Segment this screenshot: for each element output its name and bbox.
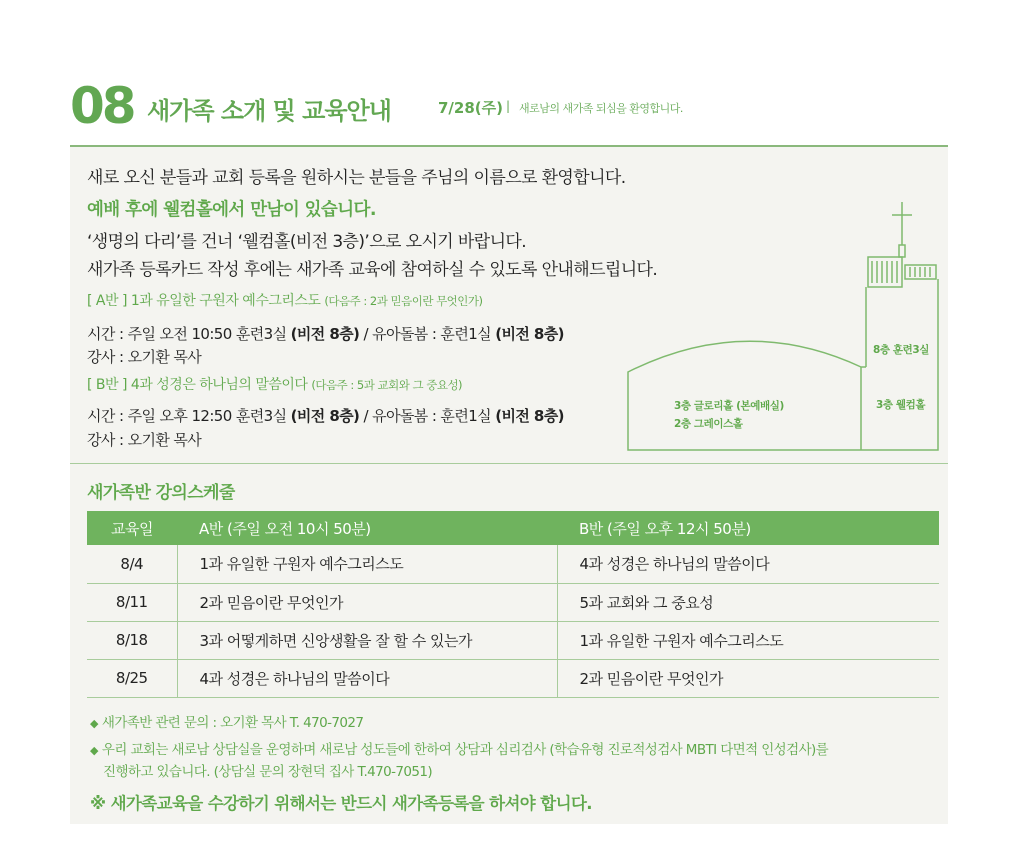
header-class-a: A반 (주일 오전 10시 50분) <box>177 511 557 545</box>
class-a-time-text: 시간 : 주일 오전 10:50 훈련3실 <box>87 325 291 343</box>
table-row <box>87 621 939 659</box>
class-a-teacher: 강사 : 오기환 목사 <box>87 348 202 366</box>
cell-class-b: 2과 믿음이란 무엇인가 <box>557 659 939 697</box>
section-divider <box>70 463 948 464</box>
header-date: 교육일 <box>87 511 177 545</box>
cell-class-a: 4과 성경은 하나님의 말씀이다 <box>177 659 557 697</box>
class-b-time <box>87 405 564 426</box>
note-counseling <box>90 738 828 758</box>
class-a-time <box>87 323 564 344</box>
cell-date: 8/4 <box>87 545 177 583</box>
note-counseling-text: 우리 교회는 새로남 상담실을 운영하며 새로남 성도들에 한하여 상담과 심리검사 (학습유형 진로적성검사 MBTI 다면적 인성검사)를 <box>101 742 829 758</box>
class-b-next: (다음주 : 5과 교회와 그 중요성) <box>311 378 463 392</box>
cell-date: 8/18 <box>87 621 177 659</box>
class-a-next: (다음주 : 2과 믿음이란 무엇인가) <box>324 294 483 308</box>
schedule-table <box>87 511 939 698</box>
cell-class-a: 3과 어떻게하면 신앙생활을 잘 할 수 있는가 <box>177 621 557 659</box>
class-b-title: [ B반 ] 4과 성경은 하나님의 말씀이다 <box>87 377 308 393</box>
section-header <box>70 78 950 138</box>
schedule-title: 새가족반 강의스케줄 <box>87 483 235 503</box>
class-a-title: [ A반 ] 1과 유일한 구원자 예수그리스도 <box>87 293 321 309</box>
class-a-location: (비전 8층) <box>290 325 360 343</box>
class-b-time-text: 시간 : 주일 오후 12:50 훈련3실 <box>87 407 291 425</box>
header-separator: | <box>506 99 511 113</box>
class-a-childcare: / 유아돌봄 : 훈련1실 <box>359 325 496 343</box>
intro-line-highlight: 예배 후에 웰컴홀에서 만남이 있습니다. <box>87 200 376 220</box>
cell-class-b: 5과 교회와 그 중요성 <box>557 583 939 621</box>
label-3f-welcome-hall: 3층 웰컴홀 <box>876 399 926 411</box>
church-building-illustration <box>625 195 945 455</box>
table-row <box>87 545 939 583</box>
cell-class-b: 4과 성경은 하나님의 말씀이다 <box>557 545 939 583</box>
class-b-childcare-location: (비전 8층) <box>495 407 564 425</box>
header-class-b: B반 (주일 오후 12시 50분) <box>557 511 939 545</box>
registration-warning: ※ 새가족교육을 수강하기 위해서는 반드시 새가족등록을 하셔야 합니다. <box>90 794 592 813</box>
section-title: 새가족 소개 및 교육안내 <box>147 97 391 125</box>
class-b-childcare: / 유아돌봄 : 훈련1실 <box>359 407 496 425</box>
table-row <box>87 583 939 621</box>
section-subtitle: 새로남의 새가족 되심을 환영합니다. <box>519 102 683 115</box>
table-row <box>87 659 939 697</box>
cell-class-a: 2과 믿음이란 무엇인가 <box>177 583 557 621</box>
diamond-bullet-icon: ◆ <box>90 744 98 757</box>
intro-line-3: ‘생명의 다리’를 건너 ‘웰컴홀(비전 3층)’으로 오시기 바랍니다. <box>87 232 527 252</box>
section-number: 08 <box>70 77 134 135</box>
intro-line-1: 새로 오신 분들과 교회 등록을 원하시는 분들을 주님의 이름으로 환영합니다. <box>87 168 626 188</box>
diamond-bullet-icon: ◆ <box>90 717 98 730</box>
label-3f-glory-hall: 3층 글로리홀 (본예배실) <box>674 400 784 412</box>
class-b-location: (비전 8층) <box>290 407 360 425</box>
cell-class-b: 1과 유일한 구원자 예수그리스도 <box>557 621 939 659</box>
note-counseling-cont: 진행하고 있습니다. (상담실 문의 장현덕 집사 T.470-7051) <box>103 764 433 780</box>
note-contact <box>90 711 363 731</box>
note-contact-text: 새가족반 관련 문의 : 오기환 목사 T. 470-7027 <box>101 715 364 731</box>
cell-date: 8/25 <box>87 659 177 697</box>
class-b-heading <box>87 374 462 394</box>
section-date: 7/28(주) <box>438 99 503 117</box>
schedule-header-row <box>87 511 939 545</box>
class-a-heading <box>87 290 483 310</box>
label-8f-training3: 8층 훈련3실 <box>873 344 930 356</box>
intro-line-4: 새가족 등록카드 작성 후에는 새가족 교육에 참여하실 수 있도록 안내해드립니다. <box>87 260 658 280</box>
class-b-teacher: 강사 : 오기환 목사 <box>87 431 202 449</box>
label-2f-grace-hall: 2층 그레이스홀 <box>674 418 743 430</box>
cell-class-a: 1과 유일한 구원자 예수그리스도 <box>177 545 557 583</box>
cell-date: 8/11 <box>87 583 177 621</box>
class-a-childcare-location: (비전 8층) <box>495 325 564 343</box>
